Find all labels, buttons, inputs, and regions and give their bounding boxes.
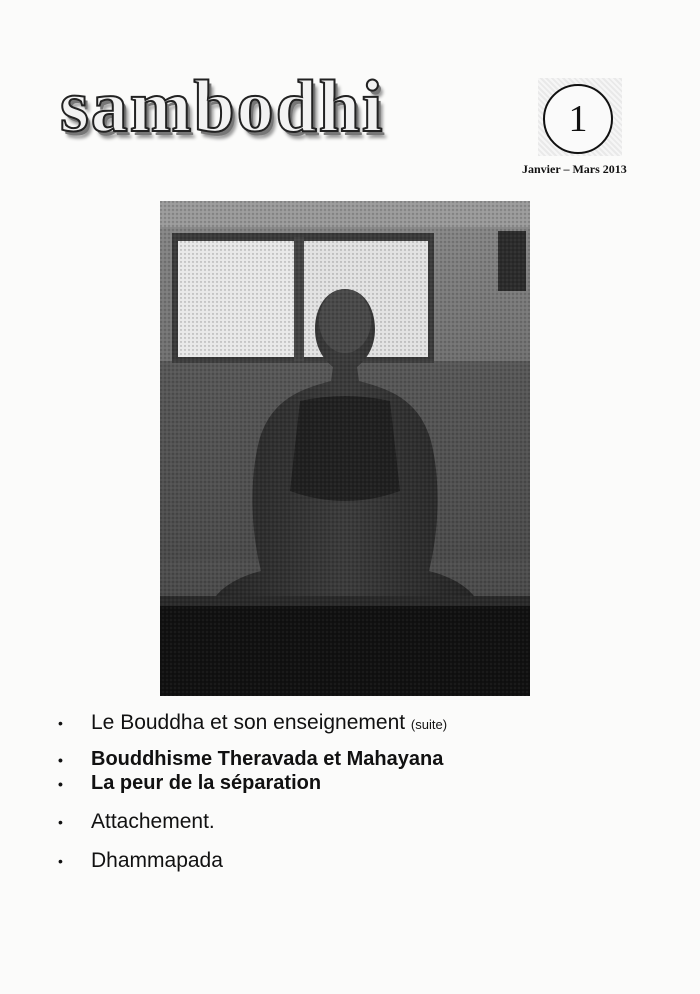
cover-photo-buddha-statue [160,201,530,696]
toc-item [58,710,447,735]
toc-item-suffix: (suite) [410,717,448,732]
issue-date: Janvier – Mars 2013 [522,162,627,176]
table-of-contents [58,710,447,874]
toc-item [58,848,447,873]
toc-item-label: Dhammapada [91,849,223,873]
toc-item [58,747,447,771]
toc-item [58,809,447,834]
bullet-icon: • [58,853,63,870]
toc-item-label: Attachement. [91,810,215,834]
bullet-icon: • [58,776,63,793]
toc-item-label: Bouddhisme Theravada et Mahayana [91,748,444,771]
magazine-title: sambodhi [60,66,385,148]
toc-item-label: La peur de la séparation [91,772,322,795]
toc-item-label: Le Bouddha et son enseignement [91,711,406,734]
bullet-icon: • [58,814,63,831]
issue-number-badge: 1 [543,84,613,154]
bullet-icon: • [58,715,63,731]
toc-item [58,771,447,795]
bullet-icon: • [58,752,63,769]
